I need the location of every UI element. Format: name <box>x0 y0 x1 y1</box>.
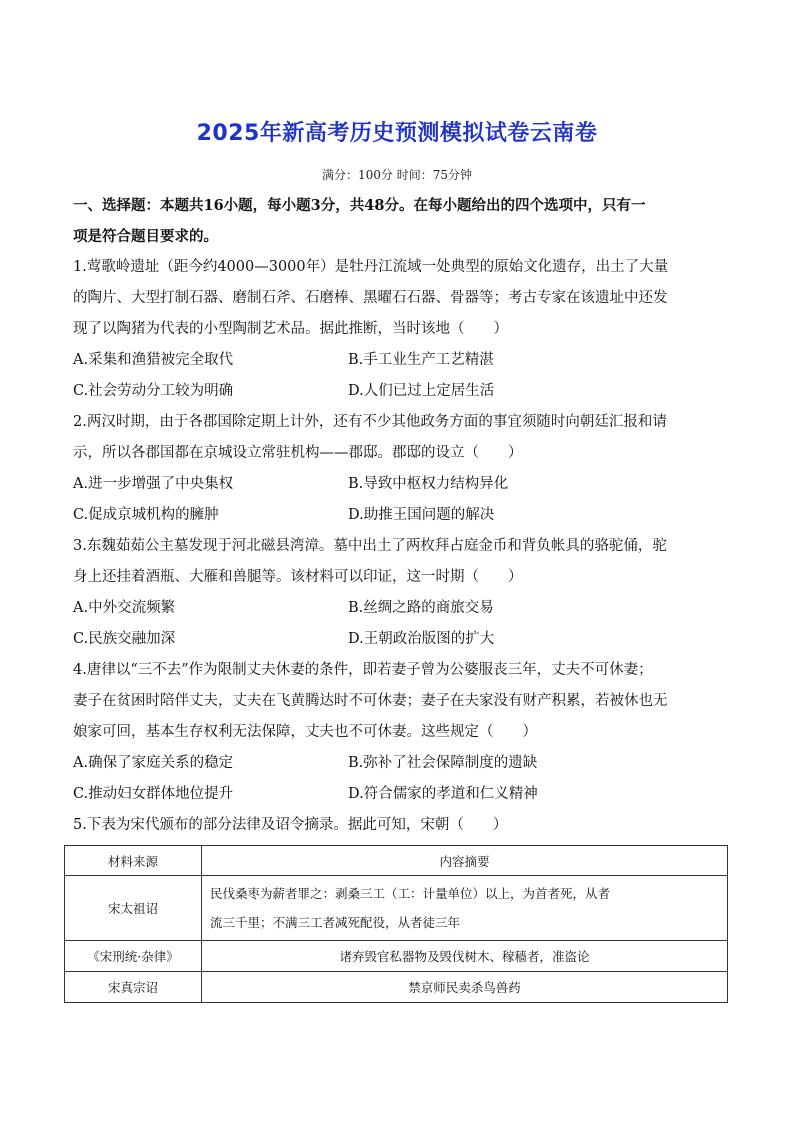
option-a: A.采集和渔猎被完全取代 <box>73 352 234 368</box>
option-c: C.民族交融加深 <box>73 631 176 647</box>
table-header-row <box>65 846 728 876</box>
option-d: D.助推王国问题的解决 <box>348 507 495 523</box>
question-text-line: 现了以陶猪为代表的小型陶制艺术品。据此推断，当时该地（ ） <box>73 321 508 337</box>
option-c: C.促成京城机构的臃肿 <box>73 507 219 523</box>
table-cell-content <box>202 876 728 941</box>
option-d: D.王朝政治版图的扩大 <box>348 631 495 647</box>
exam-content <box>73 190 723 841</box>
option-c: C.推动妇女群体地位提升 <box>73 786 234 802</box>
option-a: A.中外交流频繁 <box>73 600 176 616</box>
table-row <box>65 941 728 972</box>
question-4 <box>73 655 723 810</box>
table-cell-source: 宋太祖诏 <box>65 876 202 941</box>
option-d: D.人们已过上定居生活 <box>348 383 495 399</box>
question-text-line: 身上还挂着酒瓶、大雁和兽腿等。该材料可以印证，这一时期（ ） <box>73 569 523 585</box>
option-a: A.确保了家庭关系的稳定 <box>73 755 234 771</box>
table-cell-source: 宋真宗诏 <box>65 972 202 1003</box>
table-cell-content: 禁京师民卖杀鸟兽药 <box>202 972 728 1003</box>
section-heading-line1: 一、选择题：本题共16小题，每小题3分，共48分。在每小题给出的四个选项中，只有一 <box>73 197 646 214</box>
table-row <box>65 876 728 941</box>
table-header-content: 内容摘要 <box>202 846 728 876</box>
table-row <box>65 972 728 1003</box>
question-5 <box>73 810 723 841</box>
table-cell-content: 诸弃毁官私器物及毁伐树木、稼穑者，准盗论 <box>202 941 728 972</box>
section-heading-line2: 项是符合题目要求的。 <box>73 228 218 245</box>
question-text-line: 5.下表为宋代颁布的部分法律及诏令摘录。据此可知，宋朝（ ） <box>73 817 508 833</box>
option-c: C.社会劳动分工较为明确 <box>73 383 234 399</box>
question-3 <box>73 531 723 655</box>
exam-title: 2025年新高考历史预测模拟试卷云南卷 <box>196 121 598 146</box>
option-a: A.进一步增强了中央集权 <box>73 476 234 492</box>
question-text-line: 妻子在贫困时陪伴丈夫，丈夫在飞黄腾达时不可休妻；妻子在夫家没有财产积累，若被休也无 <box>73 693 668 709</box>
question-1 <box>73 252 723 407</box>
exam-subtitle: 满分：100分 时间：75分钟 <box>322 168 472 182</box>
option-b: B.导致中枢权力结构异化 <box>348 476 509 492</box>
question-text-line: 3.东魏茹茹公主墓发现于河北磁县湾漳。墓中出土了两枚拜占庭金币和背负帐具的骆驼俑，驼 <box>73 538 667 554</box>
table-cell-source: 《宋刑统·杂律》 <box>65 941 202 972</box>
option-b: B.手工业生产工艺精湛 <box>348 352 494 368</box>
option-b: B.丝绸之路的商旅交易 <box>348 600 494 616</box>
question-text-line: 示，所以各郡国都在京城设立常驻机构——郡邸。郡邸的设立（ ） <box>73 445 523 461</box>
question-text-line: 2.两汉时期，由于各郡国除定期上计外，还有不少其他政务方面的事宜须随时向朝廷汇报和请 <box>73 414 667 430</box>
option-d: D.符合儒家的孝道和仁义精神 <box>348 786 538 802</box>
question-2 <box>73 407 723 531</box>
option-b: B.弥补了社会保障制度的遗缺 <box>348 755 538 771</box>
question-text-line: 的陶片、大型打制石器、磨制石斧、石磨棒、黑曜石石器、骨器等；考古专家在该遗址中还发 <box>73 290 668 306</box>
question-text-line: 1.莺歌岭遗址（距今约4000—3000年）是牡丹江流域一处典型的原始文化遗存，出土了大量 <box>73 259 669 275</box>
table-cell-content-line: 流三千里；不满三工者减死配役，从者徒三年 <box>210 915 461 930</box>
question-text-line: 娘家可回，基本生存权利无法保障，丈夫也不可休妻。这些规定（ ） <box>73 724 537 740</box>
table-header-source: 材料来源 <box>65 846 202 876</box>
table-cell-content-line: 民伐桑枣为薪者罪之：剥桑三工（工：计量单位）以上，为首者死，从者 <box>210 886 611 901</box>
material-table <box>64 845 728 1003</box>
question-text-line: 4.唐律以“三不去”作为限制丈夫休妻的条件，即若妻子曾为公婆服丧三年，丈夫不可休妻； <box>73 662 653 678</box>
